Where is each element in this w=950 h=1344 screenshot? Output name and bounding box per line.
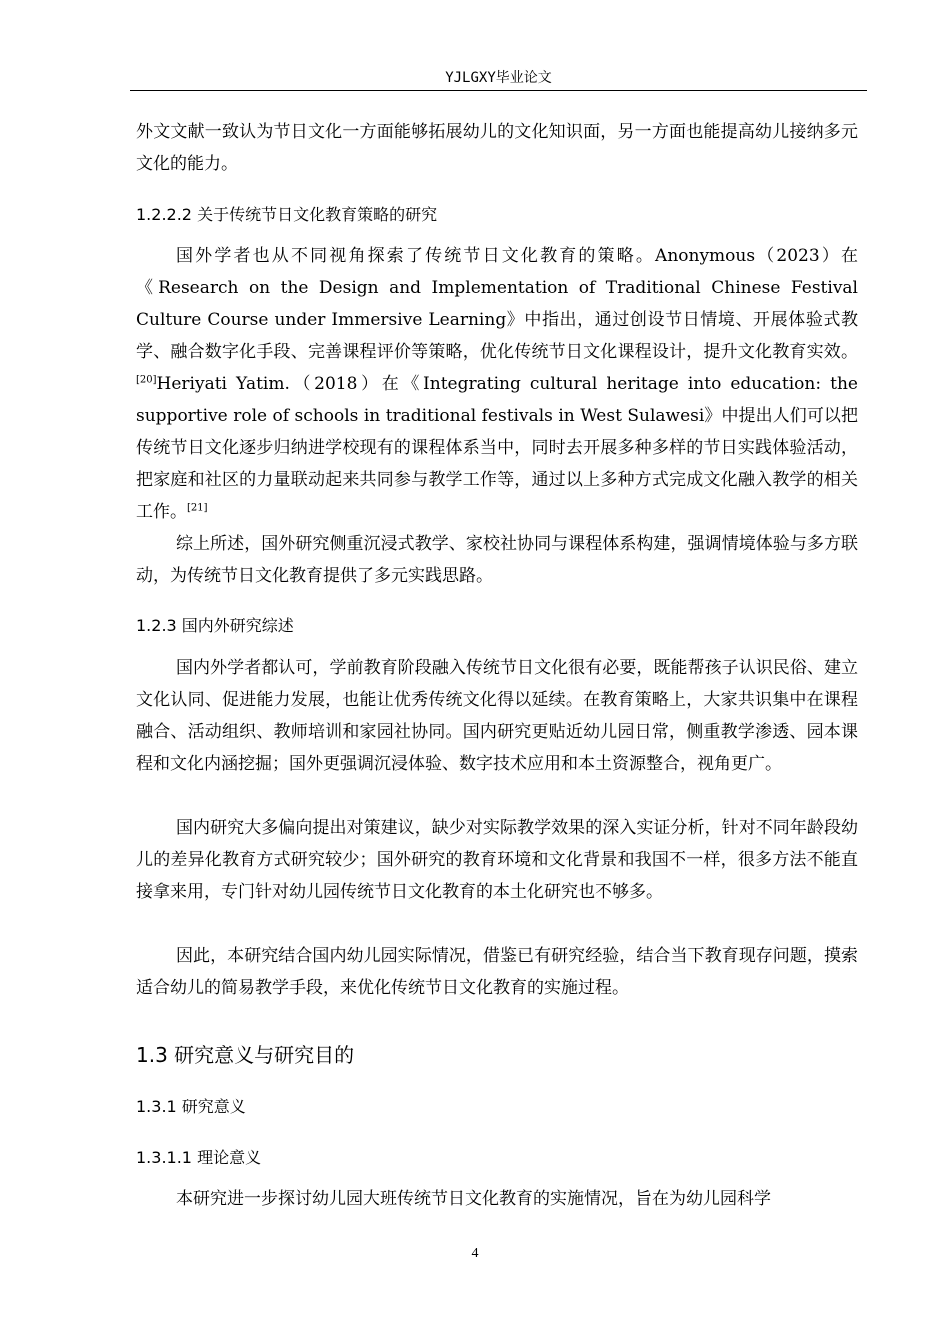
paragraph-theory: 本研究进一步探讨幼儿园大班传统节日文化教育的实施情况，旨在为幼儿园科学	[176, 1189, 771, 1209]
paragraph-foreign-strategies	[136, 240, 858, 528]
heading-1-2-2-2: 1.2.2.2 关于传统节日文化教育策略的研究	[136, 205, 438, 224]
heading-1-3-1-1: 1.3.1.1 理论意义	[136, 1148, 262, 1167]
running-header: YJLGXY毕业论文	[445, 70, 552, 86]
heading-1-2-3: 1.2.3 国内外研究综述	[136, 616, 294, 635]
citation-20: [20]	[136, 374, 157, 386]
paragraph-summary: 综上所述，国外研究侧重沉浸式教学、家校社协同与课程体系构建，强调情境体验与多方联动，为传统节日文化教育提供了多元实践思路。	[136, 534, 858, 586]
page-number: 4	[471, 1246, 479, 1261]
header-rule	[130, 90, 867, 91]
paragraph-intro: 外文文献一致认为节日文化一方面能够拓展幼儿的文化知识面，另一方面也能提高幼儿接纳多元文化的能力。	[136, 122, 858, 174]
paragraph-review-3: 因此，本研究结合国内幼儿园实际情况，借鉴已有研究经验，结合当下教育现存问题，摸索适合幼儿的简易教学手段，来优化传统节日文化教育的实施过程。	[136, 946, 858, 998]
paragraph-foreign-a-text: 国外学者也从不同视角探索了传统节日文化教育的策略。Anonymous（2023）在《Research on the Design and Implementation of Traditional Chinese Festival Culture Course under Immersive Learning》中指出，通过创设节日情境、开展体验式教学、融合数字化手段、完善课程评价等策略，优化传统节日文化课程设计，提升文化教育实效。	[136, 246, 858, 362]
paragraph-foreign-b-text: Heriyati Yatim.（2018）在《Integrating cultural heritage into education: the supportive role of schools in traditional festivals in West Sulawesi》中提出人们可以把传统节日文化逐步归纳进学校现有的课程体系当中，同时去开展多种多样的节日实践体验活动，把家庭和社区的力量联动起来共同参与教学工作等，通过以上多种方式完成文化融入教学的相关工作。	[136, 374, 858, 522]
heading-1-3-1: 1.3.1 研究意义	[136, 1097, 246, 1116]
paragraph-review-2: 国内研究大多偏向提出对策建议，缺少对实际教学效果的深入实证分析，针对不同年龄段幼儿的差异化教育方式研究较少；国外研究的教育环境和文化背景和我国不一样，很多方法不能直接拿来用，专门针对幼儿园传统节日文化教育的本土化研究也不够多。	[136, 818, 858, 902]
citation-21: [21]	[187, 502, 208, 514]
paragraph-review-1: 国内外学者都认可，学前教育阶段融入传统节日文化很有必要，既能帮孩子认识民俗、建立文化认同、促进能力发展，也能让优秀传统文化得以延续。在教育策略上，大家共识集中在课程融合、活动组织、教师培训和家园社协同。国内研究更贴近幼儿园日常，侧重教学渗透、园本课程和文化内涵挖掘；国外更强调沉浸体验、数字技术应用和本土资源整合，视角更广。	[136, 658, 858, 774]
heading-1-3: 1.3 研究意义与研究目的	[136, 1043, 355, 1067]
